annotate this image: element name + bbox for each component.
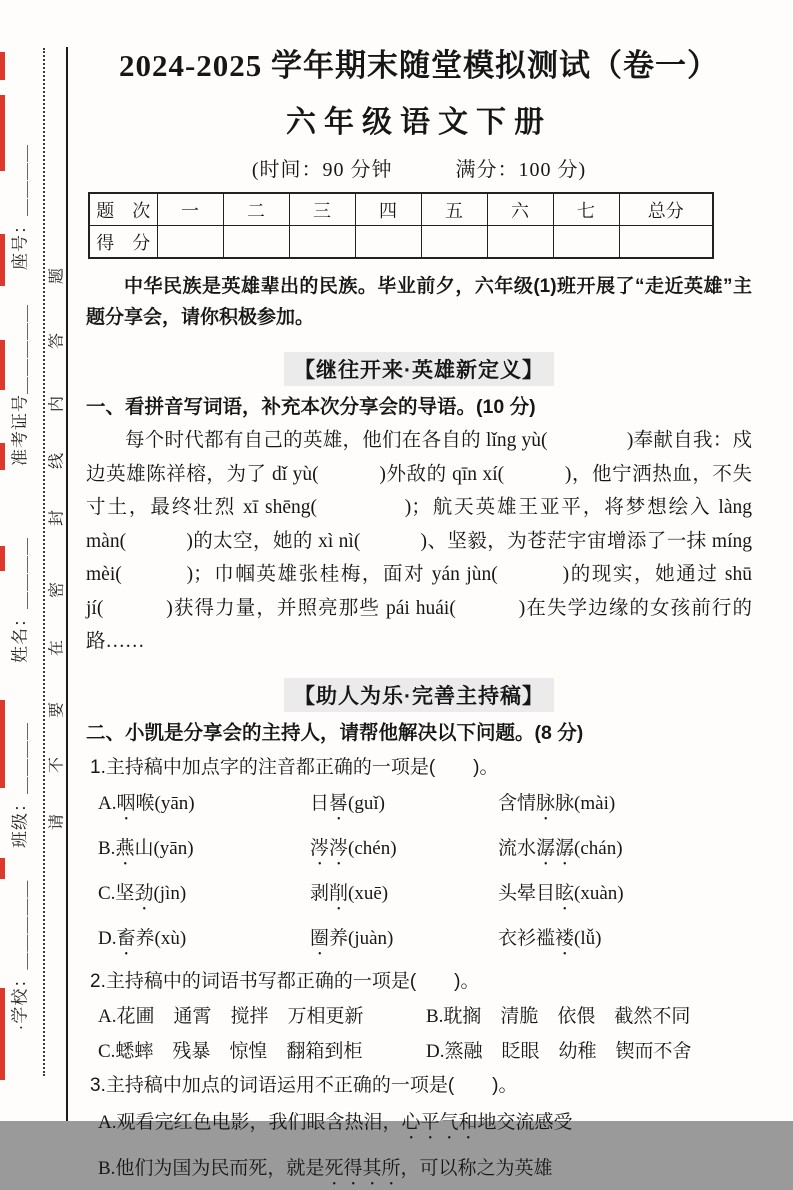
scan-edge-mark [0, 52, 5, 80]
scan-edge-mark [0, 443, 5, 470]
score-table-header-row [89, 193, 713, 226]
option-item: 流水潺潺(chán) [498, 838, 623, 859]
emphasized-char: 晷 [329, 793, 349, 814]
score-blank-cell [553, 226, 619, 259]
seal-char: 封 [48, 509, 66, 527]
class-label: 班级：＿＿＿＿ [10, 722, 30, 848]
option-item: 剥削(xuē) [310, 883, 389, 904]
seal-char: 内 [48, 395, 66, 413]
pinyin-passage: 每个时代都有自己的英雄，他们在各自的 lǐng yù( )奉献自我：戍边英雄陈祥榕，为了 dǐ yù( )外敌的 qīn xí( )，他宁洒热血，不失寸土，最终壮烈 xī shēng( )；航天英雄王亚平，将梦想绘入 làng màn( )的太空，她的 xì nì( )、坚毅，为苍茫宇宙增添了一抹 míng mèi( )；巾帼英雄张桂梅，面对 yán jùn( )的现实，她通过 shū jí( )获得力量，并照亮那些 pái huái( )在失学边缘的女孩前行的路…… [86, 430, 752, 652]
q3-option-b: B.他们为国为民而死，就是死得其所，可以称之为英雄 [98, 1158, 553, 1179]
exam-number-label: 准考证号＿＿＿＿＿ [10, 304, 30, 466]
option-item: 衣衫褴褛(lǚ) [498, 928, 602, 949]
score-blank-cell [157, 226, 223, 259]
scan-edge-mark [0, 95, 5, 171]
section-banner-1: 【继往开来·英雄新定义】 [284, 352, 554, 386]
word-group: C.蟋蟀 残暴 惊惶 翻箱到柜 [98, 1041, 363, 1062]
intro-paragraph: 中华民族是英雄辈出的民族。毕业前夕，六年级(1)班开展了“走近英雄”主题分享会，请你积极参加。 [86, 276, 752, 328]
word-group: D.篜融 眨眼 幼稚 锲而不舍 [426, 1041, 692, 1062]
score-blank-cell [619, 226, 713, 259]
school-label: ·学校：＿＿＿＿＿ [10, 879, 30, 1031]
option-item: B.燕山(yān) [98, 838, 194, 859]
score-header-cell: 七 [553, 193, 619, 226]
emphasized-phrase: 心平气和 [401, 1112, 478, 1133]
score-header-cell: 四 [355, 193, 421, 226]
score-blank-cell [421, 226, 487, 259]
q1-option-row-a [86, 792, 752, 825]
seal-char: 线 [48, 452, 66, 470]
scan-edge-mark [0, 700, 5, 788]
time-score-meta: (时间：90 分钟 满分：100 分) [251, 159, 587, 181]
score-blank-cell [289, 226, 355, 259]
q2-word-line-2 [86, 1040, 752, 1064]
scan-edge-mark [0, 858, 5, 879]
option-item: 含情脉脉(mài) [498, 793, 616, 814]
emphasized-char: 劲 [134, 883, 154, 904]
sub-question-1-title: 1.主持稿中加点字的注音都正确的一项是( )。 [90, 757, 499, 778]
score-header-cell: 三 [289, 193, 355, 226]
score-header-cell: 一 [157, 193, 223, 226]
scan-edge-mark [0, 234, 5, 286]
student-name-label: 姓名：＿＿＿＿ [10, 537, 30, 663]
word-group: A.花圃 通霄 搅拌 万相更新 [98, 1006, 364, 1027]
option-item: D.畜养(xù) [98, 928, 187, 949]
scan-edge-mark [0, 546, 5, 571]
option-item: C.坚劲(jìn) [98, 883, 187, 904]
option-item: 日晷(guǐ) [310, 793, 385, 814]
q2-word-line-1 [86, 1005, 752, 1029]
score-header-cell: 六 [487, 193, 553, 226]
option-item: 圈养(juàn) [310, 928, 394, 949]
seal-dotted-line [43, 48, 45, 1076]
q1-option-row-b [86, 837, 752, 870]
emphasized-char: 削 [329, 883, 349, 904]
option-item: A.咽喉(yān) [98, 793, 195, 814]
seal-char: 不 [48, 756, 66, 774]
score-row-label: 得 分 [89, 226, 157, 259]
score-header-cell: 二 [223, 193, 289, 226]
q3-option-a: A.观看完红色电影，我们眼含热泪，心平气和地交流感受 [98, 1112, 573, 1133]
seal-char: 密 [48, 581, 66, 599]
emphasized-char: 燕 [115, 838, 135, 859]
sub-question-2-title: 2.主持稿中的词语书写都正确的一项是( )。 [90, 971, 480, 992]
seal-char: 题 [48, 267, 66, 285]
paper-content [86, 45, 752, 1190]
seal-char: 要 [48, 701, 66, 719]
question-2-title: 二、小凯是分享会的主持人，请帮他解决以下问题。(8 分) [86, 722, 584, 744]
score-blank-cell [223, 226, 289, 259]
option-item: 头晕目眩(xuàn) [498, 883, 624, 904]
section-banner-2: 【助人为乐·完善主持稿】 [284, 678, 554, 712]
emphasized-char: 潺潺 [536, 838, 575, 859]
score-header-cell: 总分 [619, 193, 713, 226]
score-blank-cell [355, 226, 421, 259]
emphasized-phrase: 死得其所 [324, 1158, 401, 1179]
score-blank-cell [487, 226, 553, 259]
emphasized-char: 褛 [555, 928, 575, 949]
paper-title: 2024-2025 学年期末随堂模拟测试（卷一） [118, 48, 720, 83]
emphasized-char: 咽 [116, 793, 136, 814]
score-table-score-row [89, 226, 713, 259]
q1-option-row-c [86, 882, 752, 915]
emphasized-char: 眩 [555, 883, 575, 904]
option-item: 涔涔(chén) [310, 838, 397, 859]
emphasized-char: 涔涔 [310, 838, 349, 859]
seat-number-label: 座号：＿＿＿＿ [10, 144, 30, 270]
emphasized-char: 畜 [116, 928, 136, 949]
scan-edge-mark [0, 340, 5, 390]
q1-option-row-d [86, 927, 752, 960]
seal-char: 请 [48, 813, 66, 831]
emphasized-char: 脉 [536, 793, 556, 814]
question-1-title: 一、看拼音写词语，补充本次分享会的导语。(10 分) [86, 396, 536, 418]
score-header-cell: 五 [421, 193, 487, 226]
score-header-cell: 题 次 [89, 193, 157, 226]
paper-subtitle: 六年级语文下册 [286, 106, 552, 139]
seal-char: 答 [48, 332, 66, 350]
score-table [88, 192, 714, 259]
sub-question-3-title: 3.主持稿中加点的词语运用不正确的一项是( )。 [90, 1075, 518, 1096]
scan-edge-mark [0, 988, 5, 1080]
emphasized-char: 圈 [310, 928, 330, 949]
word-group: B.耽搁 清脆 依偎 截然不同 [426, 1006, 691, 1027]
seal-char: 在 [48, 639, 66, 657]
